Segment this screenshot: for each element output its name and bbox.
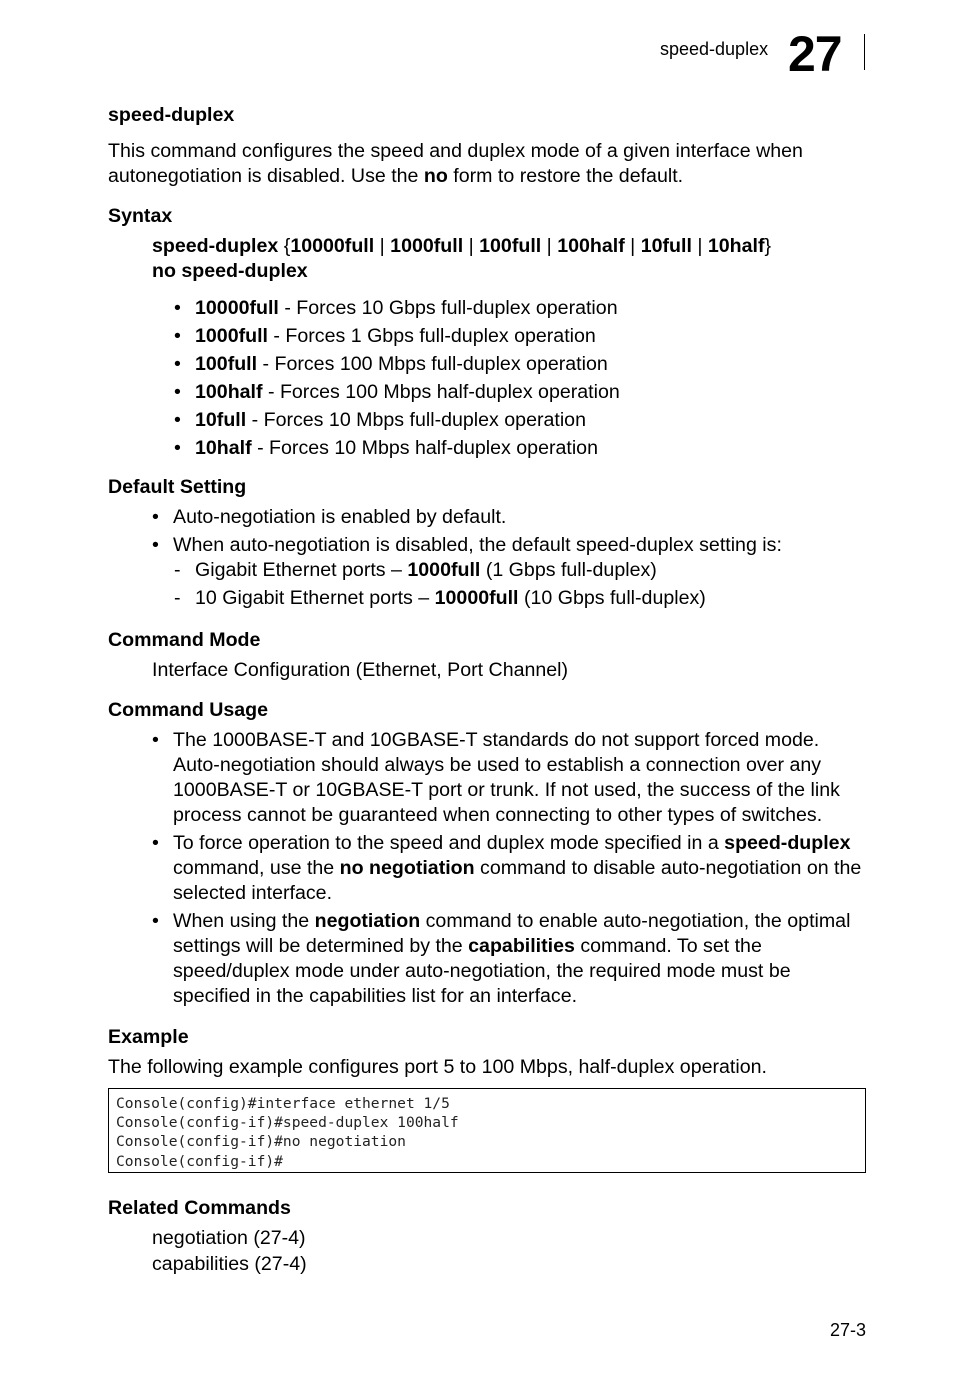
default-setting-list [151, 505, 863, 611]
list-item [173, 352, 863, 377]
dash-bold: 1000full [407, 559, 481, 581]
syntax-sep: | [374, 235, 391, 257]
param-term: 10000full [195, 297, 279, 319]
param-desc: - Forces 10 Mbps half-duplex operation [251, 437, 598, 459]
list-item [173, 558, 863, 583]
list-item [173, 296, 863, 321]
dash-text-end: (1 Gbps full-duplex) [480, 559, 657, 581]
usage-text: command. To set the speed/duplex mode under auto-negotiation, the required mode must be specified in the capabilities list for an interface. [173, 935, 791, 1007]
syntax-sep: | [624, 235, 641, 257]
list-item [151, 909, 867, 1009]
list-item [173, 324, 863, 349]
param-term: 100full [195, 353, 258, 375]
syntax-no-form-text: no speed-duplex [152, 260, 308, 282]
example-heading: Example [108, 1026, 189, 1048]
list-item: • When auto-negotiation is disabled, the default speed-duplex setting is: [151, 533, 863, 558]
dash-text: 10 Gigabit Ethernet ports – [195, 587, 435, 609]
param-desc: - Forces 1 Gbps full-duplex operation [267, 325, 596, 347]
dash-text: Gigabit Ethernet ports – [195, 559, 408, 581]
list-item [151, 831, 867, 906]
syntax-param-list [173, 296, 863, 464]
usage-bold: no negotiation [339, 857, 475, 879]
param-desc: - Forces 10 Gbps full-duplex operation [278, 297, 618, 319]
intro-text: This command configures the speed and duplex mode of a given interface when autonegotiation is disabled. Use the [108, 140, 803, 187]
code-line: Console(config)#interface ethernet 1/5 [116, 1095, 450, 1112]
syntax-opt: 10half [707, 235, 765, 257]
list-item: • The 1000BASE-T and 10GBASE-T standards do not support forced mode. Auto-negotiation should always be used to establish a connection over any 1000BASE-T or 10GBASE-T port or trunk. If not used, the success of the link process cannot be guaranteed when connecting to other types of switches. [151, 728, 867, 828]
syntax-opt: 100full [479, 235, 542, 257]
page-number: 27-3 [829, 1320, 866, 1340]
related-commands-heading: Related Commands [108, 1197, 291, 1219]
syntax-opt: 10full [640, 235, 692, 257]
list-item [173, 586, 863, 611]
syntax-brace-open: { [278, 235, 291, 257]
syntax-heading: Syntax [108, 205, 173, 227]
syntax-sep: | [463, 235, 480, 257]
dash-bold: 10000full [434, 587, 519, 609]
usage-text: When using the [173, 910, 315, 932]
param-term: 10full [195, 409, 247, 431]
code-block [108, 1088, 866, 1173]
list-item: • Auto-negotiation is enabled by default. [151, 505, 863, 530]
syntax-cmd: speed-duplex [152, 235, 279, 257]
usage-text: command to disable auto-negotiation on the selected interface. [173, 857, 862, 904]
syntax-opt: 100half [557, 235, 625, 257]
header-rule [864, 34, 865, 70]
usage-text: To force operation to the speed and duplex mode specified in a [173, 832, 725, 854]
param-term: 1000full [195, 325, 268, 347]
param-term: 10half [195, 437, 252, 459]
related-item: capabilities (27-4) [152, 1253, 307, 1275]
usage-bold: speed-duplex [724, 832, 851, 854]
code-line: Console(config-if)#speed-duplex 100half [116, 1114, 459, 1132]
usage-text: command to enable auto-negotiation, the optimal settings will be determined by the [173, 910, 851, 957]
syntax-brace-close: } [764, 235, 772, 257]
syntax-opt: 10000full [290, 235, 375, 257]
syntax-no-form [152, 259, 868, 284]
command-usage-list [151, 728, 867, 1012]
syntax-sep: | [691, 235, 708, 257]
intro-bold: no [423, 165, 448, 187]
list-item [173, 408, 863, 433]
list-item [173, 436, 863, 461]
usage-bold: capabilities [468, 935, 575, 957]
list-item [173, 380, 863, 405]
param-desc: - Forces 100 Mbps full-duplex operation [257, 353, 608, 375]
code-line: Console(config-if)# [116, 1152, 283, 1170]
usage-bold: negotiation [314, 910, 421, 932]
code-line: Console(config-if)#no negotiation [116, 1133, 406, 1151]
param-desc: - Forces 100 Mbps half-duplex operation [262, 381, 620, 403]
command-usage-heading: Command Usage [108, 699, 269, 721]
syntax-opt: 1000full [390, 235, 464, 257]
related-item: negotiation (27-4) [152, 1227, 306, 1249]
syntax-sep: | [541, 235, 558, 257]
default-setting-heading: Default Setting [108, 476, 247, 498]
page-title: speed-duplex [108, 104, 235, 126]
intro-paragraph [108, 139, 868, 189]
chapter-number: 27 [788, 26, 842, 82]
syntax-line [152, 234, 868, 259]
dash-text-end: (10 Gbps full-duplex) [518, 587, 706, 609]
command-mode-text: Interface Configuration (Ethernet, Port Channel) [152, 659, 569, 681]
param-desc: - Forces 10 Mbps full-duplex operation [246, 409, 586, 431]
intro-text-end: form to restore the default. [447, 165, 684, 187]
command-mode-heading: Command Mode [108, 629, 261, 651]
running-header: speed-duplex [660, 39, 769, 59]
param-term: 100half [195, 381, 263, 403]
usage-text: command, use the [173, 857, 340, 879]
example-text: The following example configures port 5 to 100 Mbps, half-duplex operation. [108, 1056, 767, 1078]
